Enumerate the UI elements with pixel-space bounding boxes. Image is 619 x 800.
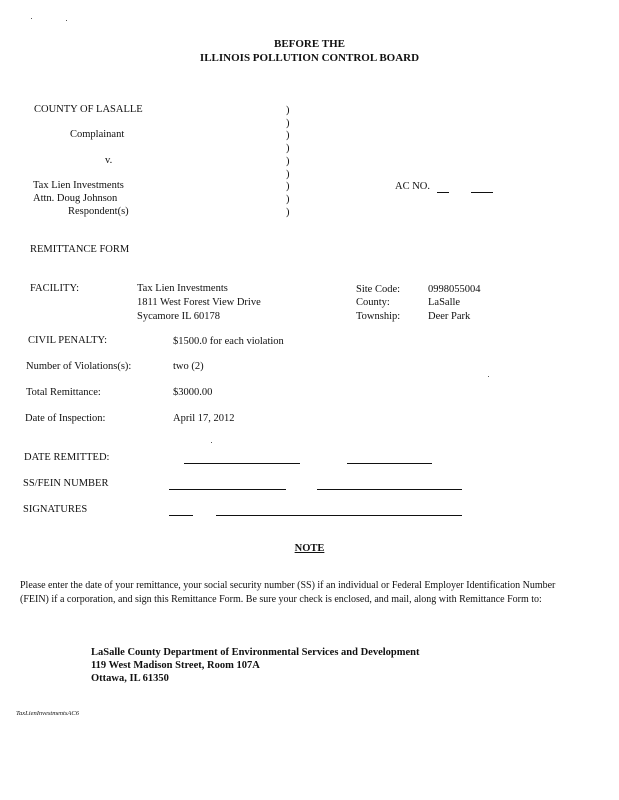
paren: ) xyxy=(286,181,290,193)
paren: ) xyxy=(286,130,290,142)
paren: ) xyxy=(286,143,290,155)
date-remitted-label: DATE REMITTED: xyxy=(24,452,110,463)
footer-file-name: TaxLienInvestmentsAC6 xyxy=(16,710,79,717)
note-heading: NOTE xyxy=(294,543,325,554)
paren: ) xyxy=(286,117,290,129)
note-body: Please enter the date of your remittance, your social security number (SS) if an individual or Federal Employer Identification Number (FEIN) if a corporation, and sign this Remittance Form. Be sure your check is enclosed, and mail, along with Remittance Form to: xyxy=(20,580,556,605)
signature-blank-1[interactable] xyxy=(169,515,193,516)
mail-to-line-1: LaSalle County Department of Environmental Services and Development xyxy=(91,647,420,658)
inspection-date-label: Date of Inspection: xyxy=(25,413,106,424)
township-value: Deer Park xyxy=(428,311,471,322)
site-code-label: Site Code: xyxy=(356,284,401,295)
inspection-date-value: April 17, 2012 xyxy=(173,413,235,424)
caption-respondent-name: Tax Lien Investments xyxy=(33,180,124,191)
violations-value: two (2) xyxy=(173,361,204,372)
caption-parentheses xyxy=(286,105,290,219)
scan-speck xyxy=(488,376,489,377)
paren: ) xyxy=(286,168,290,180)
form-title: REMITTANCE FORM xyxy=(30,244,130,255)
paren: ) xyxy=(286,105,290,116)
paren: ) xyxy=(286,193,290,205)
ac-no-blank-1[interactable] xyxy=(437,192,449,193)
header-line-1: BEFORE THE xyxy=(273,38,345,50)
civil-penalty-value: $1500.0 for each violation xyxy=(173,336,284,347)
ac-no-blank-2[interactable] xyxy=(471,192,493,193)
caption-versus: v. xyxy=(105,155,113,166)
date-remitted-blank-1[interactable] xyxy=(184,463,300,464)
total-remittance-value: $3000.00 xyxy=(173,387,213,398)
date-remitted-blank-2[interactable] xyxy=(347,463,432,464)
mail-to-line-3: Ottawa, IL 61350 xyxy=(91,673,169,684)
total-remittance-label: Total Remittance: xyxy=(26,387,101,398)
caption-respondent-label: Respondent(s) xyxy=(68,206,129,217)
facility-street: 1811 West Forest View Drive xyxy=(137,297,261,308)
paren: ) xyxy=(286,155,290,167)
caption-respondent-attn: Attn. Doug Johnson xyxy=(33,193,118,204)
mail-to-line-2: 119 West Madison Street, Room 107A xyxy=(91,660,260,671)
header-line-2: ILLINOIS POLLUTION CONTROL BOARD xyxy=(199,52,420,64)
caption-county: COUNTY OF LASALLE xyxy=(34,104,143,115)
township-label: Township: xyxy=(356,311,401,322)
civil-penalty-label: CIVIL PENALTY: xyxy=(28,335,108,346)
ssfein-blank-1[interactable] xyxy=(169,489,286,490)
facility-city: Sycamore IL 60178 xyxy=(137,311,221,322)
scan-speck xyxy=(211,442,212,443)
caption-complainant: Complainant xyxy=(70,129,125,140)
paren: ) xyxy=(286,206,290,218)
site-code-value: 0998055004 xyxy=(428,284,481,295)
facility-label: FACILITY: xyxy=(30,283,80,294)
scan-speck xyxy=(31,18,32,19)
facility-name: Tax Lien Investments xyxy=(137,283,228,294)
ssfein-label: SS/FEIN NUMBER xyxy=(23,478,109,489)
scan-speck xyxy=(66,20,67,21)
signatures-label: SIGNATURES xyxy=(23,504,88,515)
signature-blank-2[interactable] xyxy=(216,515,462,516)
county-value: LaSalle xyxy=(428,297,461,308)
county-label: County: xyxy=(356,297,390,308)
ssfein-blank-2[interactable] xyxy=(317,489,462,490)
violations-label: Number of Violations(s): xyxy=(26,361,132,372)
ac-no-label: AC NO. xyxy=(395,181,431,192)
